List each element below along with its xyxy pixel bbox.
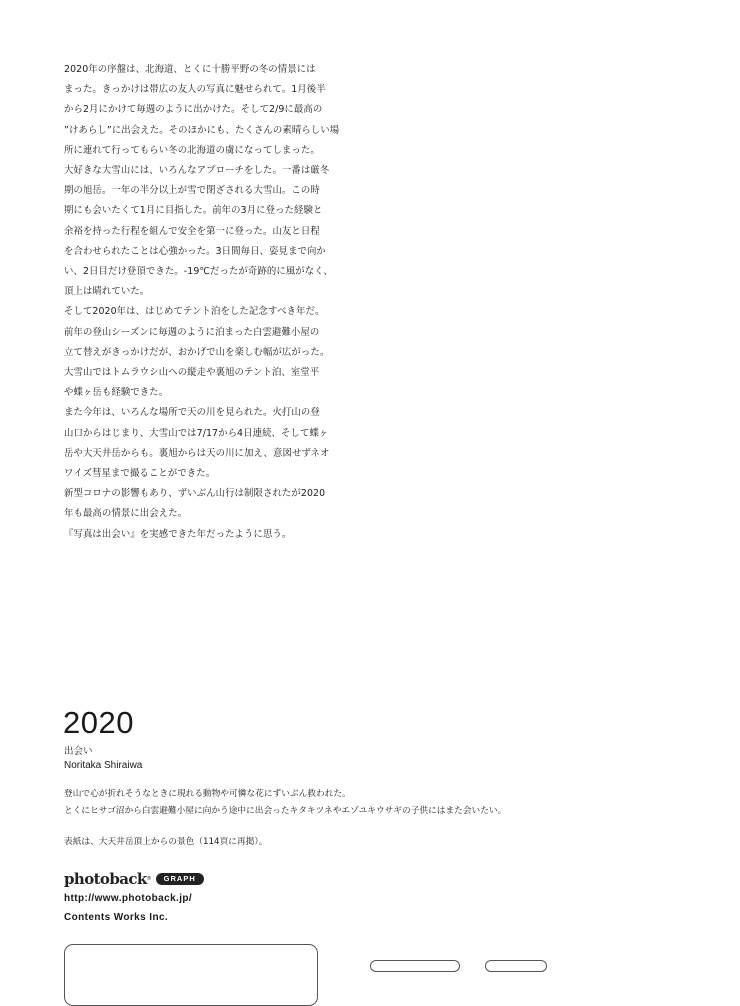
photo-caption <box>64 786 506 820</box>
book-title-year: 2020 <box>63 705 134 740</box>
essay-line: そして2020年は、はじめてテント泊をした記念すべき年だ。 <box>64 306 325 318</box>
essay-line: まった。きっかけは帯広の友人の写真に魅せられて。1月後半 <box>64 84 326 96</box>
essay-line: 岳や大天井岳からも。裏旭からは天の川に加え、意図せずネオ <box>64 447 330 459</box>
blank-field-pill <box>370 960 460 972</box>
brand-tag: GRAPH <box>156 873 204 885</box>
essay-line: 新型コロナの影響もあり、ずいぶん山行は制限されたが2020 <box>64 488 326 500</box>
essay-line: から2月にかけて毎週のように出かけた。そして2/9に最高の <box>64 104 323 116</box>
essay-line: 年も最高の情景に出会えた。 <box>64 508 188 520</box>
essay-line: また今年は、いろんな場所で天の川を見られた。火打山の登 <box>64 407 320 419</box>
publisher-company: Contents Works Inc. <box>64 912 169 923</box>
essay-line: 山口からはじまり、大雪山では7/17から4日連続、そして蝶ヶ <box>64 427 329 439</box>
brand-wordmark: photoback <box>64 870 147 888</box>
essay-line: ”けあらし”に出会えた。そのほかにも、たくさんの素晴らしい場 <box>64 124 340 136</box>
essay-line: や蝶ヶ岳も経験できた。 <box>64 387 169 399</box>
essay-line: 大好きな大雪山には、いろんなアプローチをした。一番は厳冬 <box>64 165 330 177</box>
cover-note: 表紙は、大天井岳頂上からの景色（114頁に再掲）。 <box>64 837 268 847</box>
essay-line: 立て替えがきっかけだが、おかげで山を楽しむ幅が広がった。 <box>64 346 330 358</box>
publisher-url[interactable]: http://www.photoback.jp/ <box>64 893 193 904</box>
colophon-box <box>64 944 318 1006</box>
essay-line: 2020年の序盤は、北海道、とくに十勝平野の冬の情景には <box>64 64 316 75</box>
blank-field-pill <box>485 960 547 972</box>
registered-mark: ® <box>146 876 152 882</box>
essay-line: 頂上は晴れていた。 <box>64 286 150 298</box>
book-subtitle: 出会い <box>64 746 93 757</box>
essay-line: ワイズ彗星まで撮ることができた。 <box>64 468 216 480</box>
essay-line: 余裕を持った行程を組んで安全を第一に登った。山友と日程 <box>64 225 320 237</box>
author-name: Noritaka Shiraiwa <box>64 760 143 771</box>
essay-line: い、2日目だけ登頂できた。-19℃だったが奇跡的に風がなく、 <box>64 266 333 278</box>
essay-line: 『写真は出会い』を実感できた年だったように思う。 <box>64 528 292 540</box>
essay-line: を合わせられたことは心強かった。3日間毎日、姿見まで向か <box>64 245 326 257</box>
essay-line: 大雪山ではトムラウシ山への縦走や裏旭のテント泊、室堂平 <box>64 367 320 379</box>
essay-line: 期の旭岳。一年の半分以上が雪で閉ざされる大雪山。この時 <box>64 185 320 197</box>
essay-text <box>64 60 340 545</box>
essay-line: 前年の登山シーズンに毎週のように泊まった白雲避難小屋の <box>64 326 320 338</box>
essay-line: 所に連れて行ってもらい冬の北海道の虜になってしまった。 <box>64 144 320 156</box>
caption-line: とくにヒサゴ沼から白雲避難小屋に向かう途中に出会ったキタキツネやエゾユキウサギの子供にはまた会いたい。 <box>64 806 507 816</box>
caption-line: 登山で心が折れそうなときに現れる動物や可憐な花にずいぶん救われた。 <box>64 789 351 799</box>
photoback-logo <box>64 869 204 889</box>
essay-line: 期にも会いたくて1月に目指した。前年の3月に登った経験と <box>64 205 323 217</box>
